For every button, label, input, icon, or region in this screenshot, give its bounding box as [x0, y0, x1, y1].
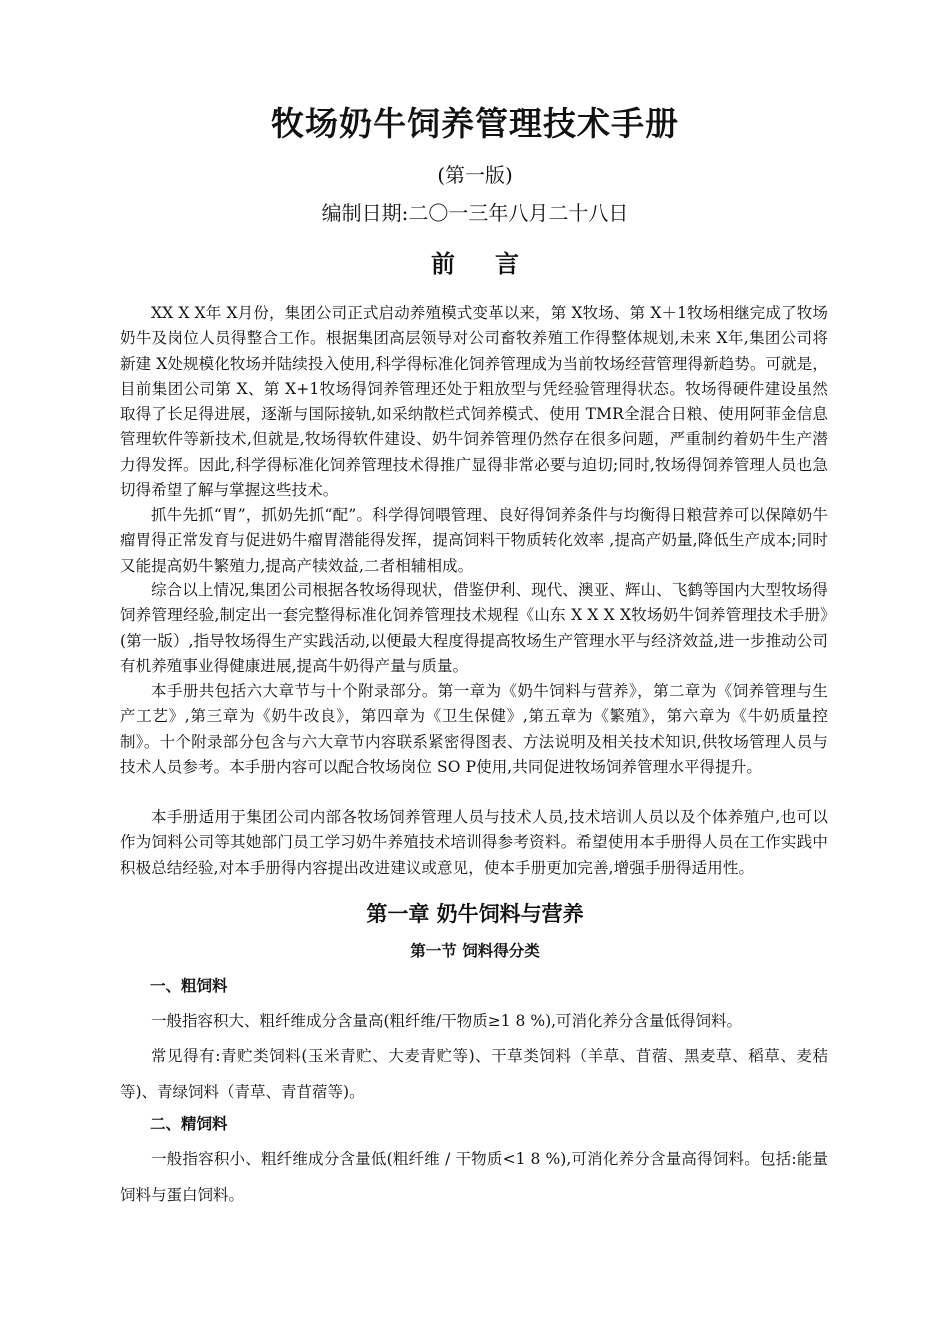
- compile-date: 编制日期:二〇一三年八月二十八日: [321, 201, 629, 225]
- chapter-title: 第一章 奶牛饲料与营养: [366, 901, 584, 926]
- preface-paragraph-1: XX X X年 X月份，集团公司正式启动养殖模式变革以来，第 X牧场、第 X＋1牧场相继完成了牧场奶牛及岗位人员得整合工作。根据集团高层领导对公司畜牧养殖工作得整体规划,未来 X年,集团公司将新建 X处规模化牧场并陆续投入使用,科学得标准化饲养管理成为当前牧场经营管理得新趋势。可就是，目前集团公司第 X、第 X+1牧场得饲养管理还处于粗放型与凭经验管理得状态。牧场得硬件建设虽然取得了长足得进展，逐渐与国际接轨,如采纳散栏式饲养模式、使用 TMR全混合日粮、使用阿菲金信息管理软件等新技术,但就是,牧场得软件建设、奶牛饲养管理仍然存在很多问题，严重制约着奶牛生产潜力得发挥。因此,科学得标准化饲养管理技术得推广显得非常必要与迫切;同时,牧场得饲养管理人员也急切得希望了解与掌握这些技术。: [120, 304, 828, 500]
- roughage-definition: 一般指容积大、粗纤维成分含量高(粗纤维/干物质≥1 8 %),可消化养分含量低得饲料。: [151, 1012, 743, 1030]
- preface-paragraph-4: 本手册共包括六大章节与十个附录部分。第一章为《奶牛饲料与营养》，第二章为《饲养管理与生产工艺》,第三章为《奶牛改良》，第四章为《卫生保健》,第五章为《繁殖》，第六章为《牛奶质量控制》。十个附录部分包含与六大章节内容联系紧密得图表、方法说明及相关技术知识,供牧场管理人员与技术人员参考。本手册内容可以配合牧场岗位 SO P使用,共同促进牧场饲养管理水平得提升。: [120, 682, 828, 776]
- document-title: 牧场奶牛饲养管理技术手册: [271, 104, 679, 143]
- preface-paragraph-3: 综合以上情况,集团公司根据各牧场得现状，借鉴伊利、现代、澳亚、辉山、飞鹤等国内大型牧场得饲养管理经验,制定出一套完整得标准化饲养管理技术规程《山东 X X X X牧场奶牛饲养管理技术手册》(第一版）,指导牧场得生产实践活动,以便最大程度得提高牧场生产管理水平与经济效益,进一步推动公司有机养殖事业得健康进展,提高牛奶得产量与质量。: [120, 581, 828, 675]
- preface-paragraph-2: 抓牛先抓“胃”，抓奶先抓“配”。科学得饲喂管理、良好得饲养条件与均衡得日粮营养可以保障奶牛瘤胃得正常发育与促进奶牛瘤胃潜能得发挥，提高饲料干物质转化效率 ,提高产奶量,降低生产成本;同时又能提高奶牛繁殖力,提高产犊效益,二者相辅相成。: [120, 506, 828, 575]
- concentrate-heading: 二、精饲料: [150, 1114, 228, 1133]
- roughage-heading: 一、粗饲料: [150, 976, 228, 995]
- concentrate-definition: 一般指容积小、粗纤维成分含量低(粗纤维 / 干物质<1 8 %),可消化养分含量高得饲料。包括:能量饲料与蛋白饲料。: [120, 1150, 828, 1204]
- preface-heading: 前言: [431, 249, 559, 278]
- edition-label: (第一版): [437, 163, 513, 187]
- section-title: 第一节 饲料得分类: [410, 941, 540, 960]
- roughage-common-types: 常见得有:青贮类饲料(玉米青贮、大麦青贮等)、干草类饲料（羊草、苜蓿、黑麦草、稻草、麦秸等)、青绿饲料（青草、青苜蓿等)。: [120, 1047, 828, 1101]
- preface-paragraph-5: 本手册适用于集团公司内部各牧场饲养管理人员与技术人员,技术培训人员以及个体养殖户,也可以作为饲料公司等其她部门员工学习奶牛养殖技术培训得参考资料。希望使用本手册得人员在工作实践中积极总结经验,对本手册得内容提出改进建议或意见，使本手册更加完善,增强手册得适用性。: [120, 808, 828, 877]
